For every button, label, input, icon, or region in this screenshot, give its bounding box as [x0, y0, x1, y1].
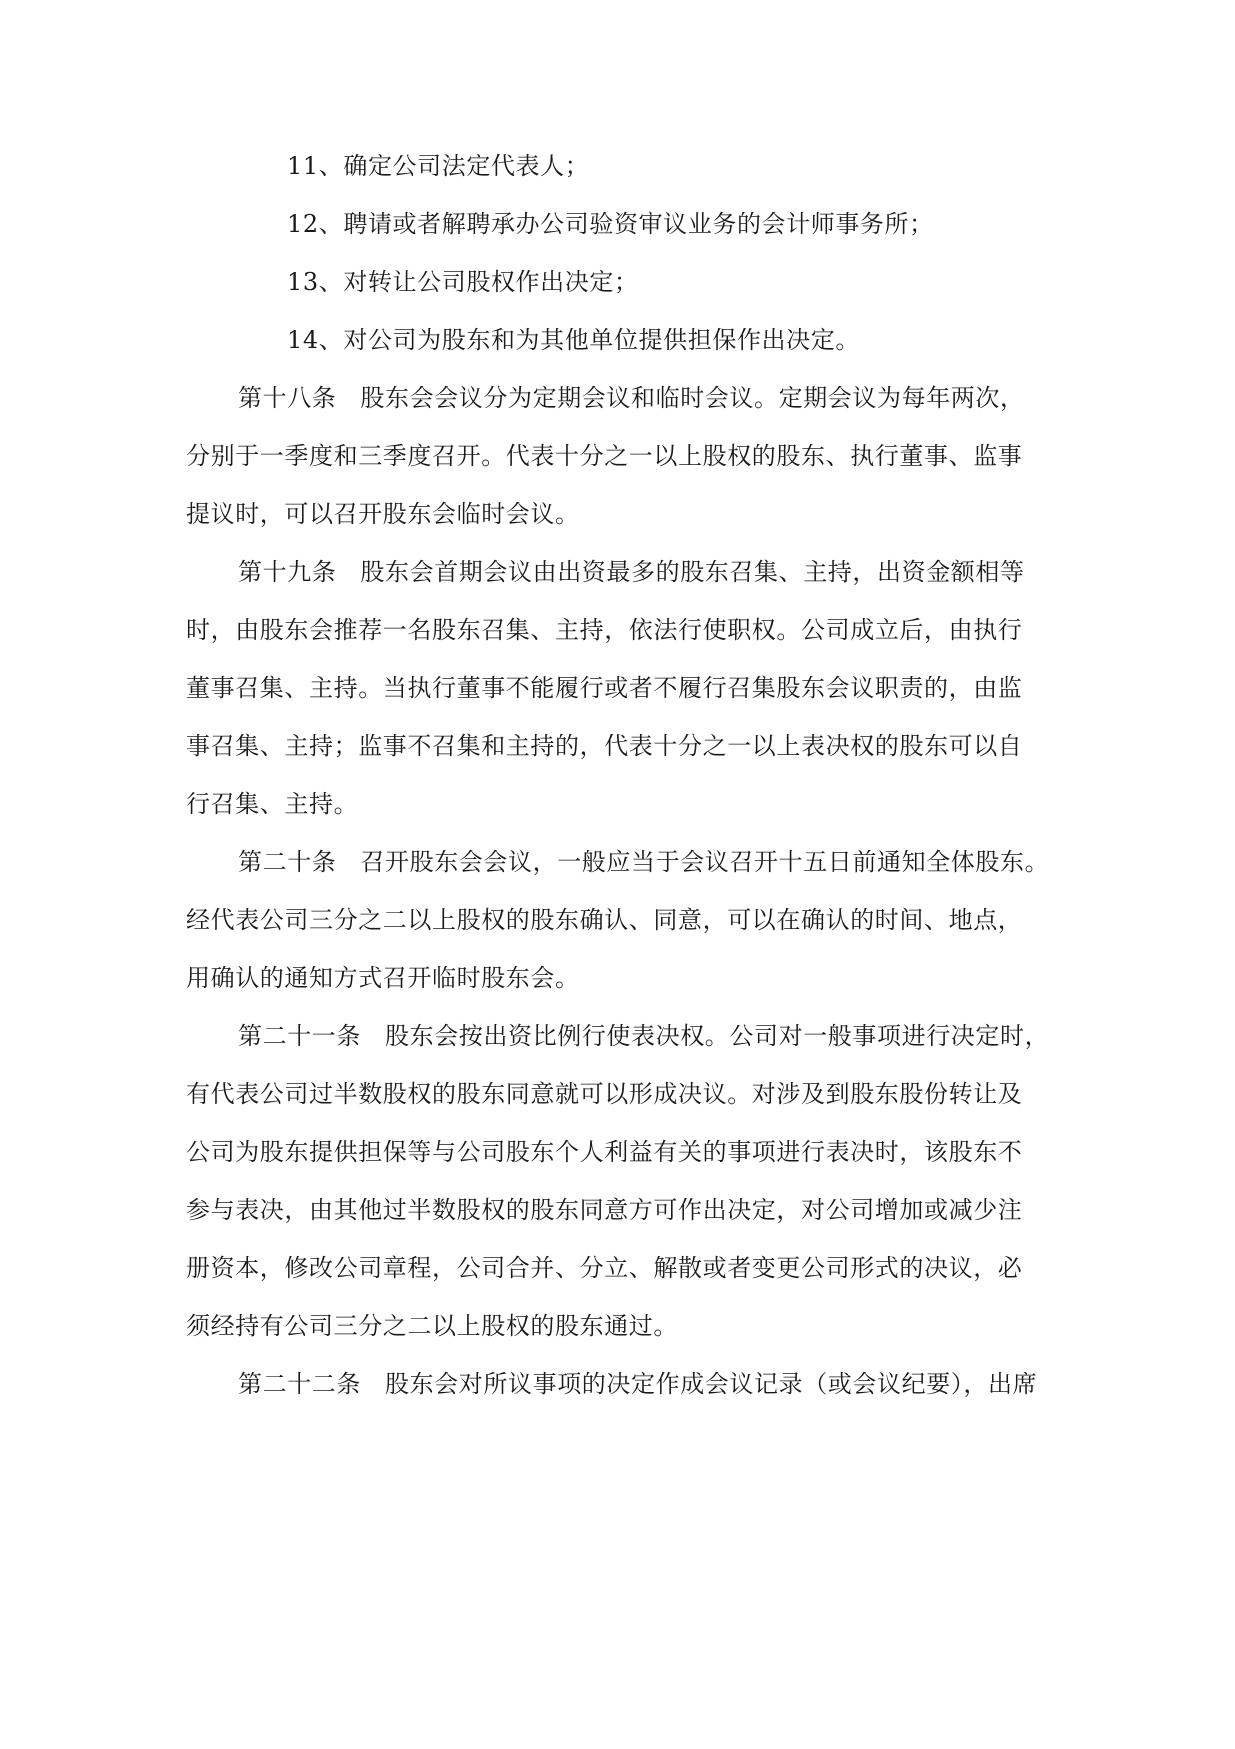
article-text-line: 参与表决，由其他过半数股权的股东同意方可作出决定，对公司增加或减少注	[186, 1196, 1023, 1224]
article-text: 股东会对所议事项的决定作成会议记录（或会议纪要），出席	[385, 1370, 1038, 1398]
article-text-line: 董事召集、主持。当执行董事不能履行或者不履行召集股东会议职责的，由监	[186, 674, 1023, 702]
article-number: 第二十一条	[238, 1022, 361, 1050]
article-text-line: 公司为股东提供担保等与公司股东个人利益有关的事项进行表决时，该股东不	[186, 1138, 1023, 1166]
article-text-line: 册资本，修改公司章程，公司合并、分立、解散或者变更公司形式的决议，必	[186, 1254, 1023, 1282]
article-20-first-line	[238, 846, 1049, 878]
article-number: 第十八条	[238, 384, 337, 412]
article-text-line: 有代表公司过半数股权的股东同意就可以形成决议。对涉及到股东股份转让及	[186, 1080, 1023, 1108]
article-text: 股东会按出资比例行使表决权。公司对一般事项进行决定时，	[385, 1022, 1050, 1050]
article-text: 召开股东会会议，一般应当于会议召开十五日前通知全体股东。	[360, 848, 1050, 876]
article-text-line: 时，由股东会推荐一名股东召集、主持，依法行使职权。公司成立后，由执行	[186, 616, 1023, 644]
article-18-first-line	[238, 382, 1025, 414]
list-item: 11、确定公司法定代表人；	[287, 152, 590, 180]
article-text-line: 分别于一季度和三季度召开。代表十分之一以上股权的股东、执行董事、监事	[186, 442, 1023, 470]
article-number: 第二十条	[238, 848, 337, 876]
list-item: 12、聘请或者解聘承办公司验资审议业务的会计师事务所；	[287, 210, 934, 238]
article-19-first-line	[238, 556, 1025, 588]
article-text-line: 事召集、主持；监事不召集和主持的，代表十分之一以上表决权的股东可以自	[186, 732, 1023, 760]
article-text: 股东会首期会议由出资最多的股东召集、主持，出资金额相等	[360, 558, 1025, 586]
article-21-first-line	[238, 1020, 1049, 1052]
article-number: 第二十二条	[238, 1370, 361, 1398]
article-22-first-line	[238, 1368, 1037, 1400]
list-item: 13、对转让公司股权作出决定；	[287, 268, 639, 296]
article-text-line: 须经持有公司三分之二以上股权的股东通过。	[186, 1312, 678, 1340]
article-text-line: 提议时，可以召开股东会临时会议。	[186, 500, 580, 528]
list-item: 14、对公司为股东和为其他单位提供担保作出决定。	[287, 326, 860, 354]
article-text-line: 行召集、主持。	[186, 790, 359, 818]
article-text-line: 用确认的通知方式召开临时股东会。	[186, 964, 580, 992]
article-number: 第十九条	[238, 558, 337, 586]
article-text: 股东会会议分为定期会议和临时会议。定期会议为每年两次，	[360, 384, 1025, 412]
article-text-line: 经代表公司三分之二以上股权的股东确认、同意，可以在确认的时间、地点，	[186, 906, 1023, 934]
